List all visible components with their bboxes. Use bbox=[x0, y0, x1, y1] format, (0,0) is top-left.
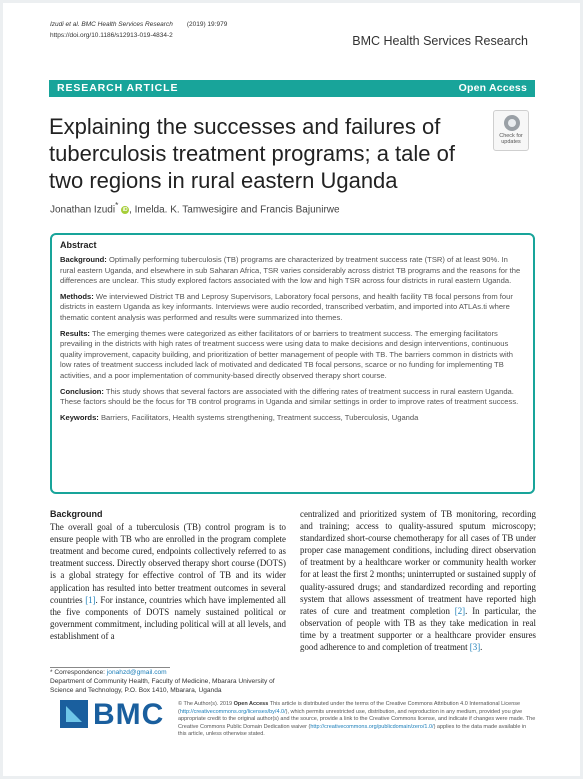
check-label-1: Check for bbox=[499, 133, 523, 139]
waiver-link[interactable]: http://creativecommons.org/publicdomain/zero/1.0/ bbox=[310, 723, 434, 730]
abstract-background: Background: Optimally performing tuberculosis (TB) programs are characterized by treatment success rate (TSR) of at least 90%. In rural eastern Uganda, and elsewhere in sub Saharan Africa, TSR varies considerably across district TB programs and the reasons for the differences are unclear. This study explored factors associated with the low and high TSR across four districts in rural eastern Uganda. bbox=[60, 255, 521, 286]
check-for-updates-button[interactable] bbox=[493, 110, 529, 151]
footnote-rule bbox=[50, 667, 170, 668]
abstract-results: Results: The emerging themes were categorized as either facilitators of or barriers to treatment success. The emerging facilitators prevailing in the districts with high rates of treatment success were using data to make decisions and design interventions, continuous quality improvement, capacity building, and prioritization of better management of people with TB. The barriers common in districts with low rates of treatment success included lack of motivated and dedicated TB focal persons, scarce or no funding for implementing TB activities, and a poor implementation of community-based directly observed therapy short course. bbox=[60, 328, 514, 380]
author-list bbox=[50, 200, 340, 215]
correspondence-label: * Correspondence: bbox=[50, 669, 105, 676]
body-text: The overall goal of a tuberculosis (TB) control program is to ensure people with TB who are enrolled in the program complete treatment and become cured, endpoints collectively referred to as treatment success. Directly observed therapy short course (DOTS) is a global strategy for effective control of TB and its wider application has resulted into better treatment outcomes in several countries bbox=[50, 522, 286, 605]
body-column-left bbox=[50, 508, 286, 642]
update-icon bbox=[504, 115, 520, 131]
body-column-right: centralized and prioritized system of TB monitoring, recording and training; access to quality-assured sputum microscopy; standardized short-course chemotherapy for all cases of TB under proper case management conditions, including direct observation of treatment by a healthcare worker or community health worker for at least the first 2 months; uninterrupted or sustained supply of quality-assured drugs; and standardized recording and reporting system that allows assessment of treatment have reported high rates of cure and treatment completion [2]. In particular, the observation of people with TB as they take medication in real time by a treatment supporter or a healthcare provider ensures good adherence to and completion of treatment [3]. bbox=[300, 509, 537, 653]
running-header bbox=[50, 19, 227, 41]
citation: Izudi et al. BMC Health Services Research bbox=[50, 21, 173, 28]
abstract-keywords: Keywords: Barriers, Facilitators, Health systems strengthening, Treatment success, Tuberculosis, Uganda bbox=[60, 412, 419, 422]
bmc-logo bbox=[60, 700, 170, 732]
doi-link[interactable]: https://doi.org/10.1186/s12913-019-4834-2 bbox=[50, 32, 173, 39]
footnote bbox=[50, 669, 290, 695]
article-banner bbox=[49, 80, 535, 97]
abstract-methods: Methods: We interviewed District TB and Leprosy Supervisors, Laboratory focal persons, and health facility TB focal persons from four districts in eastern Uganda as key informants. Interviews were audio recorded, transcribed verbatim, and imported into ATLAs.ti where thematic content analysis was performed and results were summarized into themes. bbox=[60, 291, 513, 322]
bmc-logo-text: BMC bbox=[93, 698, 165, 731]
abstract-conclusion: Conclusion: This study shows that several factors are associated with the differing rates of treatment success in rural eastern Uganda. These factors should be the focus for TB control programs in Uganda and similar settings in order to improve rates of treatment success. bbox=[60, 386, 519, 407]
reference-link[interactable]: [2] bbox=[454, 605, 466, 616]
section-heading: Background bbox=[50, 509, 103, 519]
page bbox=[3, 3, 580, 776]
affiliation: Department of Community Health, Faculty of Medicine, Mbarara University of Science and Technology, P.O. Box 1410, Mbarara, Uganda bbox=[50, 677, 275, 694]
check-label-2: updates bbox=[501, 139, 521, 145]
open-access-label: Open Access bbox=[458, 82, 527, 94]
corresponding-mark: * bbox=[115, 200, 119, 210]
body-text: centralized and prioritized system of TB monitoring, recording and training; access to quality-assured sputum microscopy; standardized short-course chemotherapy for all cases of TB under proper case management conditions, including direct observation of treatment by a healthcare worker or community health worker for at least the first 2 months; uninterrupted or sustained supply of quality-assured drugs; and standardized recording and reporting system that allows assessment of treatment have reported high rates of cure and treatment completion bbox=[300, 509, 536, 616]
article-type: RESEARCH ARTICLE bbox=[57, 82, 179, 94]
license-text: © The Author(s). 2019 Open Access This article is distributed under the terms of the Creative Commons Attribution 4.0 International License (http://creativecommons.org/licenses/by/4.0/), which permits unrestricted use, distribution, and reproduction in any medium, provided you give appropriate credit to the original author(s) and the source, provide a link to the Creative Commons license, and indicate if changes were made. The Creative Commons Public Domain Dedication waiver (http://creativecommons.org/publicdomain/zero/1.0/) applies to the data made available in this article, unless otherwise stated. bbox=[178, 701, 536, 738]
email-link[interactable]: jonahzd@gmail.com bbox=[106, 669, 167, 676]
article-title: Explaining the successes and failures of tuberculosis treatment programs; a tale of two regions in rural eastern Uganda bbox=[49, 114, 455, 193]
orcid-icon[interactable]: iD bbox=[122, 207, 128, 214]
body-text: . For instance, countries which have implemented all the five components of DOTS namely sustained political or government commitment, including political will at all levels, and establishment of a bbox=[50, 594, 286, 641]
author-rest: , Imelda. K. Tamwesigire and Francis Bajunirwe bbox=[129, 204, 340, 216]
year-volume: (2019) 19:979 bbox=[186, 21, 228, 28]
license-link[interactable]: http://creativecommons.org/licenses/by/4.0/ bbox=[179, 708, 286, 715]
reference-link[interactable]: [3] bbox=[469, 642, 481, 653]
journal-name: BMC Health Services Research bbox=[352, 34, 528, 48]
abstract-heading: Abstract bbox=[60, 240, 97, 250]
abstract-box bbox=[50, 233, 535, 494]
reference-link[interactable]: [1] bbox=[85, 594, 96, 605]
bmc-logo-icon bbox=[60, 700, 88, 728]
body-text: . In particular, the observation of people with TB as they take medication in real time by a treatment supporter or a healthcare provider ensures good adherence to and completion of treatment bbox=[300, 605, 537, 653]
author-first: Jonathan Izudi bbox=[50, 204, 116, 216]
